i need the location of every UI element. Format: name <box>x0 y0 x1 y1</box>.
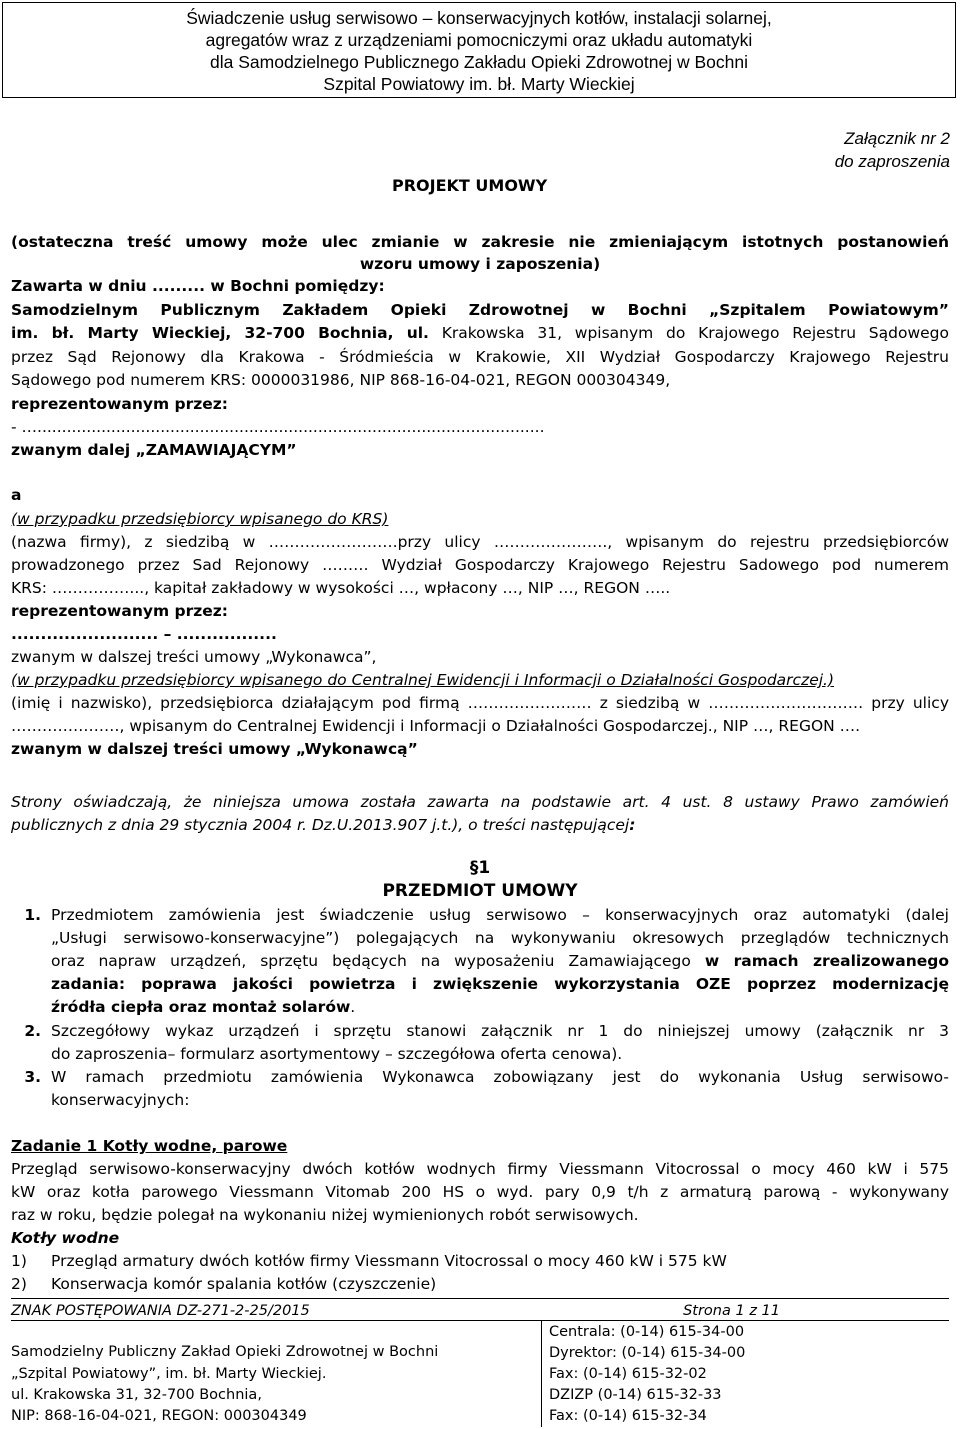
task-title: Zadanie 1 Kotły wodne, parowe <box>11 1137 288 1155</box>
header-box <box>2 2 956 98</box>
party-address <box>11 322 949 344</box>
contractor-line: KRS: ……………..., kapitał zakładowy w wysokości …, wpłacony …, NIP …, REGON ….. <box>11 579 671 597</box>
section-number: §1 <box>469 858 491 878</box>
contractor-line: (imię i nazwisko), przedsiębiorca działającym pod firmą …………………… z siedzibą w ………………………… przy ulicy <box>11 694 949 712</box>
footer-phone-line: Fax: (0-14) 615-32-02 <box>549 1366 707 1382</box>
footer-rule <box>11 1298 949 1299</box>
item-text-bold: źródła ciepła oraz montaż solarów <box>51 998 351 1016</box>
header-line: Świadczenie usług serwisowo – konserwacyjnych kotłów, instalacji solarnej, <box>186 8 772 28</box>
item-number: 1. <box>24 906 41 924</box>
contractor-line: prowadzonego przez Sad Rejonowy ……… Wydział Gospodarczy Krajowego Rejestru Sadowego pod numerem <box>11 556 949 574</box>
annex-label: do zaproszenia <box>834 152 950 171</box>
item-text: do zaproszenia– formularz asortymentowy – szczegółowa oferta cenowa). <box>51 1045 623 1063</box>
legal-basis: Strony oświadczają, że niniejsza umowa została zawarta na podstawie art. 4 ust. 8 ustawy Prawo zamówień <box>11 793 949 811</box>
footer-phone-line: Fax: (0-14) 615-32-34 <box>549 1408 707 1424</box>
section-title: PRZEDMIOT UMOWY <box>382 881 578 901</box>
header-line: agregatów wraz z urządzeniami pomocniczymi oraz układu automatyki <box>205 30 753 50</box>
footer-phone-line: Centrala: (0-14) 615-34-00 <box>549 1324 745 1340</box>
footer-address-line: ul. Krakowska 31, 32-700 Bochnia, <box>11 1387 262 1403</box>
footer-phone-line: DZIZP (0-14) 615-32-33 <box>549 1387 722 1403</box>
legal-basis-colon: : <box>629 816 636 834</box>
page-title: PROJEKT UMOWY <box>392 176 548 195</box>
item-text: Szczegółowy wykaz urządzeń i sprzętu stanowi załącznik nr 1 do niniejszej umowy (załącznik nr 3 <box>51 1022 949 1040</box>
header-line: dla Samodzielnego Publicznego Zakładu Opieki Zdrowotnej w Bochni <box>210 52 748 72</box>
footer-phone-line: Dyrektor: (0-14) 615-34-00 <box>549 1345 746 1361</box>
note-line: (ostateczna treść umowy może ulec zmianie w zakresie nie zmieniającym istotnych postanowień <box>11 233 949 251</box>
item-text: Przedmiotem zamówienia jest świadczenie usług serwisowo – konserwacyjnych oraz automatyki (dalej <box>51 906 949 924</box>
party-address-rest: Krakowska 31, wpisanym do Krajowego Rejestru Sądowego <box>428 324 949 342</box>
footer-address-line: NIP: 868-16-04-021, REGON: 000304349 <box>11 1408 307 1424</box>
represented-by: reprezentowanym przez: <box>11 602 228 620</box>
footer-address-line: Samodzielny Publiczny Zakład Opieki Zdrowotnej w Bochni <box>11 1344 439 1360</box>
party-address-bold: im. bł. Marty Wieckiej, 32-700 Bochnia, ul. <box>11 324 429 342</box>
wykonawca-label: zwanym w dalszej treści umowy „Wykonawca”, <box>11 648 377 666</box>
item-number: 3. <box>24 1068 41 1086</box>
task-step <box>11 1250 949 1272</box>
party-krs: Sądowego pod numerem KRS: 0000031986, NIP 868-16-04-021, REGON 000304349, <box>11 371 671 389</box>
wykonawca-label-bold: zwanym w dalszej treści umowy „Wykonawcą” <box>11 740 418 758</box>
task-subtitle: Kotły wodne <box>11 1229 120 1247</box>
task-text: raz w roku, będzie polegał na wykonaniu niżej wymienionych robót serwisowych. <box>11 1206 639 1224</box>
and-label: a <box>11 486 22 504</box>
header-line: Szpital Powiatowy im. bł. Marty Wieckiej <box>323 74 635 94</box>
contract-date: Zawarta w dniu ......... w Bochni pomiędzy: <box>11 277 385 295</box>
item-text: konserwacyjnych: <box>51 1091 190 1109</box>
task-text: kW oraz kotła parowego Viessmann Vitomab 200 HS o wyd. pary 0,9 t/h z armaturą parową - wykonywany <box>11 1183 949 1201</box>
footer-rule <box>11 1320 949 1321</box>
item-text-plain: oraz napraw urządzeń, sprzętu będących na wyposażeniu Zamawiającego <box>51 952 705 970</box>
item-text: zadania: poprawa jakości powietrza i zwiększenie wykorzystania OZE poprzez modernizację <box>51 975 949 993</box>
footer-divider <box>541 1320 542 1427</box>
page-number: Strona 1 z 11 <box>683 1303 780 1319</box>
procedure-code: ZNAK POSTĘPOWANIA DZ-271-2-25/2015 <box>11 1303 310 1319</box>
party-register: przez Sąd Rejonowy dla Krakowa - Śródmieścia w Krakowie, XII Wydział Gospodarczy Krajowego Rejestru <box>11 348 949 366</box>
task-step-number: 2) <box>11 1275 27 1293</box>
item-text: „Usługi serwisowo-konserwacyjne”) polegających na wykonywaniu okresowych przeglądów technicznych <box>51 929 949 947</box>
task-step-number: 1) <box>11 1252 27 1270</box>
ceidg-case-heading: (w przypadku przedsiębiorcy wpisanego do Centralnej Ewidencji i Informacji o Działalności Gospodarczej.) <box>11 671 835 689</box>
task-text: Przegląd serwisowo-konserwacyjny dwóch kotłów wodnych firmy Viessmann Vitocrossal o mocy 460 kW i 575 <box>11 1160 949 1178</box>
item-text <box>51 996 949 1018</box>
contractor-line: (nazwa firmy), z siedzibą w …………………….przy ulicy …………………., wpisanym do rejestru przedsiębiorców <box>11 533 949 551</box>
item-text <box>51 950 949 972</box>
item-text: W ramach przedmiotu zamówienia Wykonawca zobowiązany jest do wykonania Usług serwisowo- <box>51 1068 949 1086</box>
footer-address-line: „Szpital Powiatowy”, im. bł. Marty Wieckiej. <box>11 1366 327 1382</box>
contractor-line: …………………, wpisanym do Centralnej Ewidencji i Informacji o Działalności Gospodarczej., NIP …, REGON …. <box>11 717 861 735</box>
represented-by: reprezentowanym przez: <box>11 395 228 413</box>
item-text-bold: w ramach zrealizowanego <box>704 952 949 970</box>
task-step-text: Konserwacja komór spalania kotłów (czyszczenie) <box>51 1275 437 1293</box>
item-text-plain: . <box>350 998 356 1016</box>
representative-placeholder: - …....................................................................................................... <box>11 418 545 436</box>
task-step <box>11 1273 949 1295</box>
party-name: Samodzielnym Publicznym Zakładem Opieki Zdrowotnej w Bochni „Szpitalem Powiatowym” <box>11 301 949 319</box>
annex-label: Załącznik nr 2 <box>844 129 950 148</box>
legal-basis <box>11 814 949 836</box>
item-number: 2. <box>24 1022 41 1040</box>
representative-placeholder: ......................... – ................. <box>11 625 277 643</box>
note-line: wzoru umowy i zaposzenia) <box>359 255 601 273</box>
legal-basis-text: publicznych z dnia 29 stycznia 2004 r. Dz.U.2013.907 j.t.), o treści następującej <box>11 816 630 834</box>
task-step-text: Przegląd armatury dwóch kotłów firmy Viessmann Vitocrossal o mocy 460 kW i 575 kW <box>51 1252 727 1270</box>
krs-case-heading: (w przypadku przedsiębiorcy wpisanego do KRS) <box>11 510 389 528</box>
zamawiajacy-label: zwanym dalej „ZAMAWIAJĄCYM” <box>11 441 297 459</box>
